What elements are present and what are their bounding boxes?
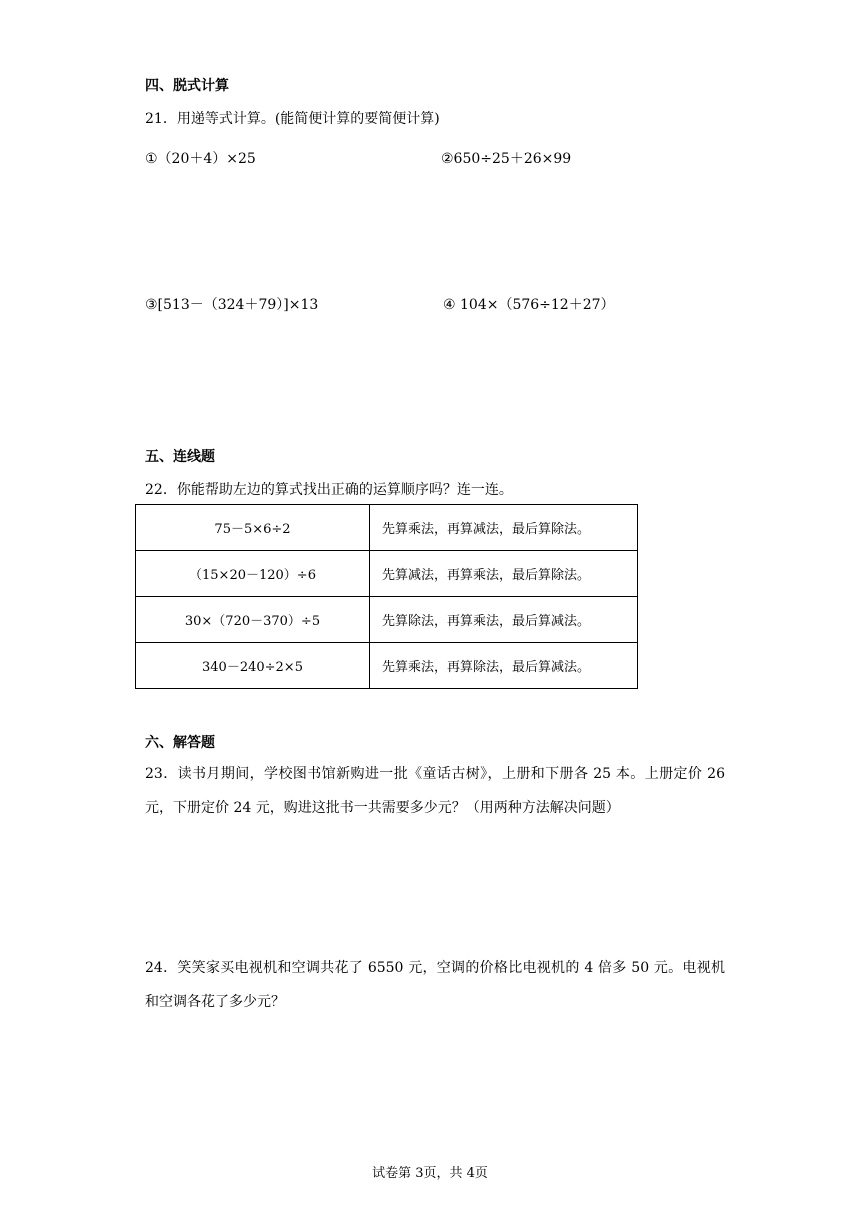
question-24-text: 24．笑笑家买电视机和空调共花了 6550 元，空调的价格比电视机的 4 倍多 50 元。电视机和空调各花了多少元？ (145, 960, 725, 1010)
question-22-prompt: 22．你能帮助左边的算式找出正确的运算顺序吗？连一连。 (145, 482, 513, 498)
section-heading-matching: 五、连线题 (145, 449, 215, 465)
question-21-item-4: ④ 104×（576÷12＋27） (443, 297, 615, 313)
expression-cell[interactable]: 30×（720－370）÷5 (136, 597, 370, 643)
section-heading-word-problems: 六、解答题 (145, 735, 215, 751)
table-row (136, 597, 638, 643)
order-cell[interactable]: 先算乘法，再算除法，最后算减法。 (370, 643, 638, 689)
order-cell[interactable]: 先算减法，再算乘法，最后算除法。 (370, 551, 638, 597)
question-21-prompt: 21．用递等式计算。(能简便计算的要简便计算) (145, 111, 440, 127)
expression-cell[interactable]: 340－240÷2×5 (136, 643, 370, 689)
page-number-footer: 试卷第 3页，共 4页 (372, 1166, 488, 1181)
matching-table (135, 504, 638, 689)
question-21-item-3: ③[513－（324＋79）]×13 (145, 297, 319, 313)
table-row (136, 643, 638, 689)
expression-cell[interactable]: （15×20－120）÷6 (136, 551, 370, 597)
table-row (136, 551, 638, 597)
section-heading-calculation: 四、脱式计算 (145, 78, 229, 94)
question-21-item-1: ①（20＋4）×25 (145, 151, 256, 167)
question-21-item-2: ②650÷25＋26×99 (441, 151, 572, 167)
order-cell[interactable]: 先算除法，再算乘法，最后算减法。 (370, 597, 638, 643)
question-23-text: 23．读书月期间，学校图书馆新购进一批《童话古树》，上册和下册各 25 本。上册定价 26 元，下册定价 24 元，购进这批书一共需要多少元？（用两种方法解决问题） (145, 766, 725, 816)
expression-cell[interactable]: 75－5×6÷2 (136, 505, 370, 551)
order-cell[interactable]: 先算乘法，再算减法，最后算除法。 (370, 505, 638, 551)
table-row (136, 505, 638, 551)
